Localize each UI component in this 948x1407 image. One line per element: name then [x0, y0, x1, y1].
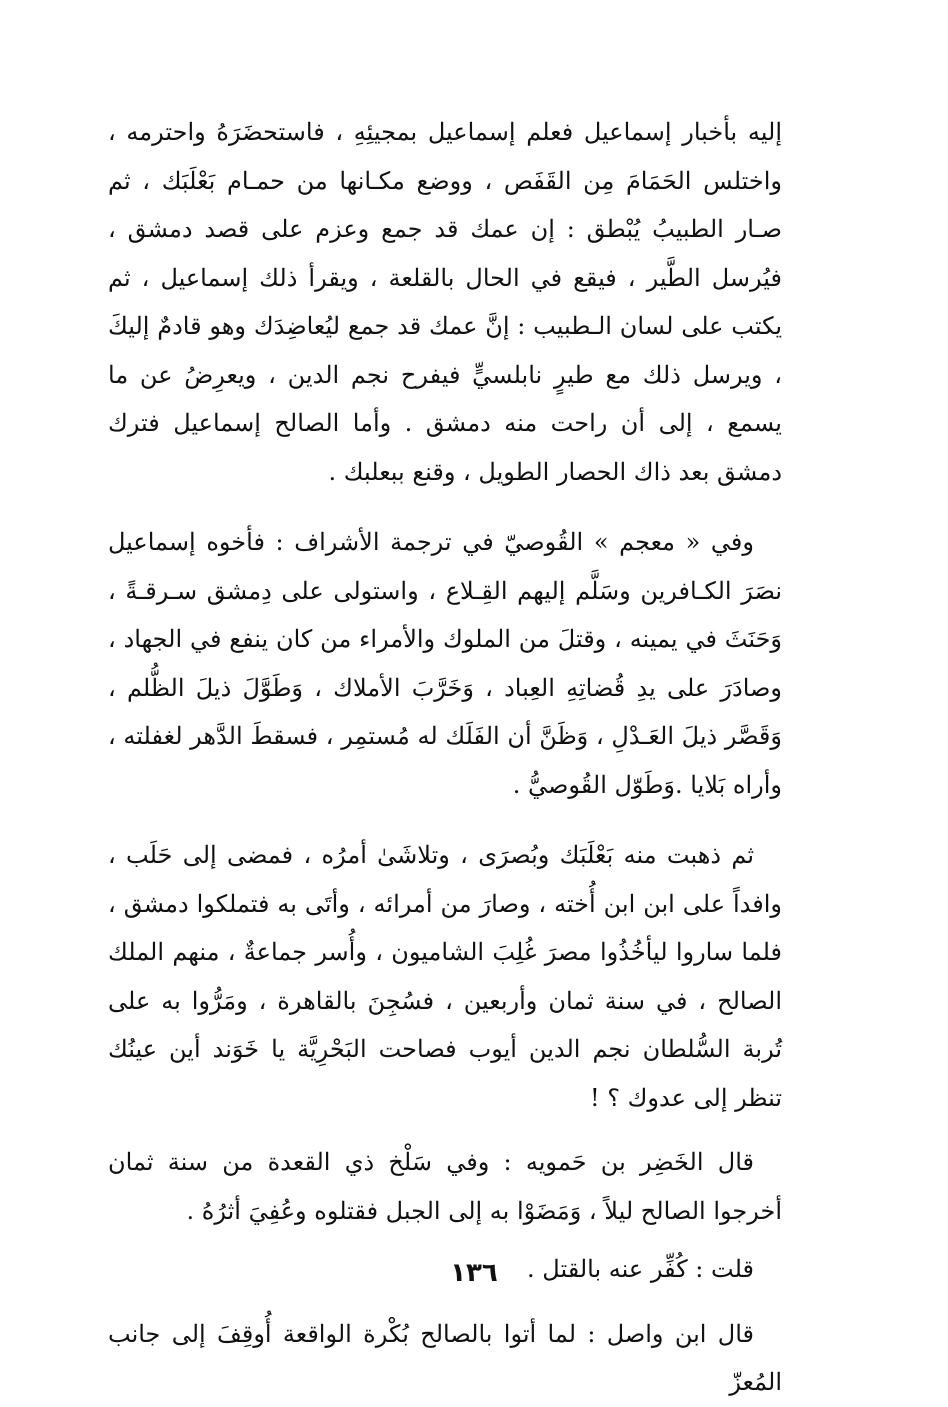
paragraph-1: إليه بأخبار إسماعيل فعلم إسماعيل بمجيئِهِ ، فاستحضَرَهُ واحترمه ، واختلس الحَمَامَ مِن القَفَص ، ووضع مكـانها من حمـام بَعْلَبَك ، ثم صـار الطبيبُ يُبْطق : إن عمك قد جمع وعزم على قصد دمشق ، فيُرسل الطَّير ، فيقع في الحال بالقلعة ، ويقرأ ذلك إسماعيل ، ثم يكتب على لسان الـطبيب : إنَّ عمك قد جمع ليُعاضِدَك وهو قادمٌ إليكَ ، ويرسل ذلك مع طيرٍ نابلسيٍّ فيفرح نجم الدين ، ويعرِضُ عن ما يسمع ، إلى أن راحت منه دمشق . وأما الصالح إسماعيل فترك دمشق بعد ذاك الحصار الطويل ، وقنع ببعلبك .	[108, 118, 783, 486]
paragraph-2: وفي « معجم » القُوصيّ في ترجمة الأشراف : فأخوه إسماعيل نصَرَ الكـافرين وسَلَّم إليهم القِـلاع ، واستولى على دِمشق سـرقـةً ، وَحَنَثَ في يمينه ، وقتلَ من الملوك والأمراء من كان ينفع في الجهاد ، وصادَرَ على يدِ قُضاتِهِ العِباد ، وَخَرَّبَ الأملاك ، وَطَوَّلَ ذيلَ الظُّلم ، وَقَصَّر ذيلَ العَـدْلِ ، وَظَنَّ أن الفَلَك له مُستمِر ، فسقطَ الدَّهر لغفلته ، وأراه بَلايا .وَطَوّل القُوصيُّ .	[108, 528, 783, 799]
paragraph-5: قلت : كُفِّر عنه بالقتل .	[527, 1255, 754, 1283]
paragraph-6: قال ابن واصل : لما أتوا بالصالح بُكْرة الواقعة أُوقِفَ إلى جانب المُعزّ	[108, 1319, 782, 1396]
paragraph-4: قال الخَضِر بن حَمويه : وفي سَلْخ ذي القعدة من سنة ثمان أخرجوا الصالح ليلاً ، وَمَضَوْا به إلى الجبل فقتلوه وعُفِيَ أثرُهُ .	[108, 1148, 782, 1225]
page-number: ١٣٦	[450, 1258, 498, 1288]
page-body	[108, 108, 782, 1407]
paragraph-3: ثم ذهبت منه بَعْلَبَك وبُصرَى ، وتلاشَىٰ أمرُه ، فمضى إلى حَلَب ، وافداً على ابن ابن أُخته ، وصارَ من أمرائه ، وأتَى به فتملكوا دمشق ، فلما ساروا ليأخُذُوا مصرَ غُلِبَ الشاميون ، وأُسر جماعةٌ ، منهم الملك الصالح ، في سنة ثمان وأربعين ، فسُجِنَ بالقاهرة ، ومَرُّوا به على تُربة السُّلطان نجم الدين أيوب فصاحت البَحْرِيَّة يا خَوَند أين عينُك تنظر إلى عدوك ؟ !	[108, 841, 782, 1112]
